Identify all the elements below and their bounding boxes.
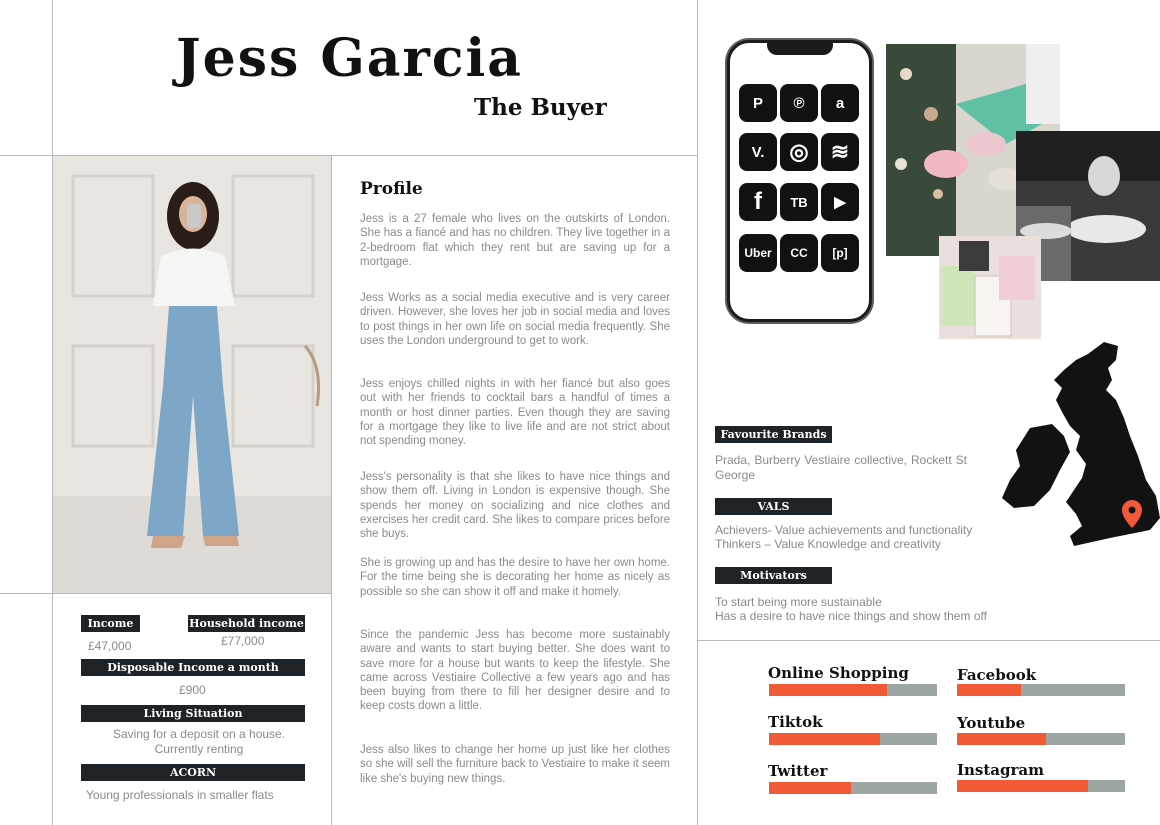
phone-notch: [767, 42, 833, 55]
media-fill-tiktok: [769, 733, 880, 745]
pinterest-icon: ℗: [780, 84, 818, 122]
media-label-twitter: Twitter: [768, 762, 828, 780]
spotify-icon: ≋: [821, 133, 859, 171]
profile-paragraph: Since the pandemic Jess has become more sustainably aware and wants to start buying better. She does want to save more for a house but wants to keep the lifestyle. She came across Vestiaire Collective a few years ago and has been buying from there to fill her designer desire and to keep costs down a little.: [360, 629, 670, 713]
divider-right-horizontal: [697, 640, 1160, 641]
household-income-label: Household income: [189, 617, 304, 630]
depop-icon: [p]: [821, 234, 859, 272]
income-label: Income: [81, 615, 140, 632]
phone-mockup: [727, 40, 872, 322]
vestiaire-icon: V.: [739, 133, 777, 171]
media-fill-facebook: [957, 684, 1021, 696]
motivators-line-2: Has a desire to have nice things and show them off: [715, 609, 987, 623]
profile-paragraph: Jess Works as a social media executive and is very career driven. However, she loves her job in social media and loves to post things in her own life on social media frequently. She uses the London underground to get to work.: [360, 292, 670, 347]
profile-paragraph: Jess's personality is that she likes to have nice things and show them off. Living in London is expensive though. She spends her money on socializing and nice clothes and exercises her credit card. She likes to compare prices before she buys.: [360, 471, 670, 541]
media-bar-facebook: [957, 684, 1125, 696]
vals-label: VALS: [715, 498, 832, 515]
favourite-brands-label: Favourite Brands: [715, 426, 832, 443]
media-fill-online-shopping: [769, 684, 887, 696]
profile-paragraph: Jess is a 27 female who lives on the outskirts of London. She has a fiancé and has no children. They live together in a 2-bedroom flat which they rent but are saving up for a mortgage.: [360, 213, 670, 268]
uk-map: [1000, 340, 1160, 548]
amazon-icon: a: [821, 84, 859, 122]
media-label-online-shopping: Online Shopping: [768, 664, 909, 682]
media-bar-youtube: [957, 733, 1125, 745]
household-income-value: £77,000: [221, 634, 265, 648]
profile-paragraph: She is growing up and has the desire to have her own home. For the time being she is decorating her home as nicely as possible so she can show it off and make it homely.: [360, 557, 670, 598]
paypal-icon: P: [739, 84, 777, 122]
instagram-icon: ◎: [780, 133, 818, 171]
uber-icon: Uber: [739, 234, 777, 272]
divider-mid-vertical: [331, 155, 332, 825]
burberry-icon: TB: [780, 183, 818, 221]
media-bar-tiktok: [769, 733, 937, 745]
persona-photo: [53, 156, 331, 593]
profile-paragraph: Jess enjoys chilled nights in with her fiancé but also goes out with her friends to cocktail bars a handful of times a month or host dinner parties. Even though they are saving for a mortgage they like to live life and are not strict about not spending money.: [360, 378, 670, 448]
profile-paragraph: Jess also likes to change her home up just like her clothes so she will sell the furniture back to Vestiaire to make it seem like she's buying new things.: [360, 744, 671, 785]
media-fill-instagram: [957, 780, 1088, 792]
media-label-instagram: Instagram: [957, 761, 1044, 779]
disposable-income-value: £900: [179, 683, 206, 697]
vals-line-2: Thinkers – Value Knowledge and creativity: [715, 537, 941, 551]
acorn-value: Young professionals in smaller flats: [86, 788, 274, 802]
media-bar-online-shopping: [769, 684, 937, 696]
disposable-income-label: Disposable Income a month: [81, 659, 305, 676]
media-fill-youtube: [957, 733, 1046, 745]
persona-name: Jess Garcia: [176, 28, 523, 89]
facebook-icon: f: [739, 183, 777, 221]
vals-line-1: Achievers- Value achievements and functionality: [715, 523, 973, 537]
divider-center-vertical: [697, 0, 698, 825]
divider-photo-bottom: [0, 593, 331, 594]
living-situation-label: Living Situation: [81, 705, 305, 722]
persona-role: The Buyer: [474, 94, 607, 121]
income-value: £47,000: [88, 639, 132, 653]
media-fill-twitter: [769, 782, 851, 794]
motivators-line-1: To start being more sustainable: [715, 595, 882, 609]
motivators-label: Motivators: [715, 567, 832, 584]
media-bar-instagram: [957, 780, 1125, 792]
living-situation-value: Saving for a deposit on a house. Currently renting: [112, 727, 286, 756]
youtube-icon: ▶: [821, 183, 859, 221]
acorn-label: ACORN: [81, 764, 305, 781]
lifestyle-photo-shopping-bags: [939, 236, 1041, 339]
media-label-facebook: Facebook: [957, 666, 1037, 684]
favourite-brands-value: Prada, Burberry Vestiaire collective, Rockett St George: [715, 453, 967, 482]
media-bar-twitter: [769, 782, 937, 794]
media-label-tiktok: Tiktok: [768, 713, 823, 731]
profile-heading: Profile: [360, 179, 423, 199]
media-label-youtube: Youtube: [957, 714, 1026, 732]
chanel-icon: CC: [780, 234, 818, 272]
